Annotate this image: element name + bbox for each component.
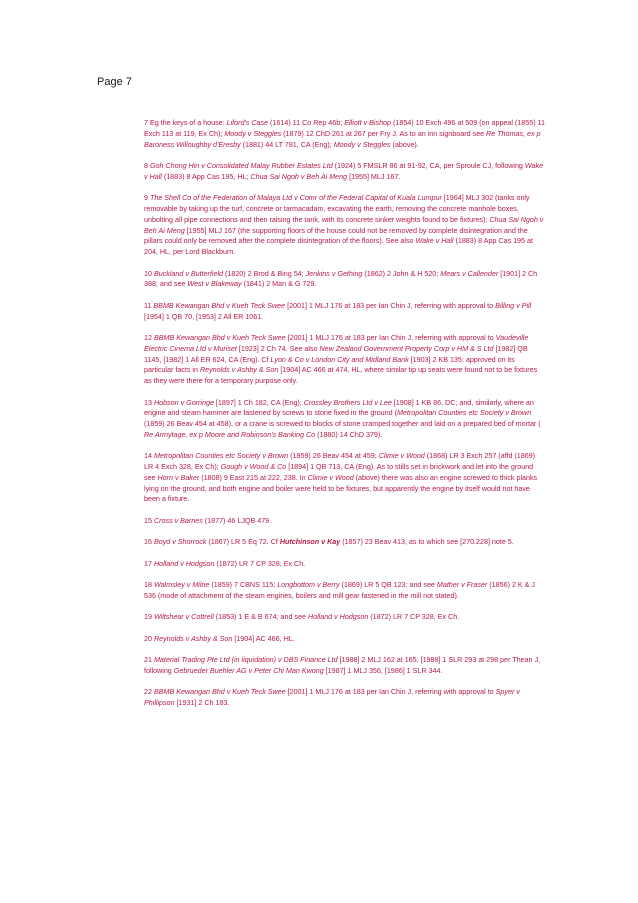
footnote-text: [1903] 2 KB 135; approved on its particular facts in	[144, 354, 515, 375]
footnote	[144, 301, 546, 323]
footnote	[144, 612, 546, 623]
footnote-text: [1908] 1 KB 86, DC; and, similarly, where an engine and steam hammer are fastened by screws to stone fixed in the ground (	[144, 397, 534, 418]
footnote-text: 8	[144, 160, 150, 170]
case-name-bold	[280, 537, 340, 546]
footnote-text: [1923] 2 Ch 74. See also	[236, 343, 320, 353]
footnote	[144, 634, 546, 645]
case-name: BBMB Kewangan Bhd v Kueh Teck Swee	[153, 332, 286, 342]
case-name: Moody v Steggles	[224, 128, 282, 138]
footnote-text: (1859) 7 CBNS 115;	[209, 580, 278, 590]
case-name: Moody v Steggles	[333, 139, 391, 149]
footnote-text: 21	[144, 655, 154, 664]
footnote-text: (1883) 8 App Cas 195 at 204, HL, per Lord Blackburn.	[144, 236, 533, 257]
footnote-text: (above).	[390, 139, 419, 149]
case-name: Jenkins v Gething	[305, 268, 363, 278]
footnote	[144, 516, 546, 527]
case-name: Wake v Hall	[144, 160, 544, 181]
footnote-text: (1859) 26 Beav 454 at 459;	[288, 451, 379, 461]
case-name: Reynolds v Ashby & Son	[153, 633, 233, 643]
footnote-text: (1808) 9 East 215 at 222, 238. In	[199, 472, 308, 482]
footnote-text: (1872) LR 7 CP 328, Ex Ch.	[214, 558, 306, 568]
case-name: Liford's Case	[226, 118, 269, 127]
case-name: Gough v Wood & Co	[220, 462, 287, 472]
footnote-text: (1877) 46 LJQB 479.	[202, 515, 272, 525]
footnote-text: [1904] AC 466, HL.	[232, 633, 295, 643]
footnote-text: 10	[144, 268, 154, 278]
footnote-text: (1879) 12 ChD 261 at 267 per Fry J. As to an inn signboard see	[281, 128, 487, 138]
footnote-text: 7 Eg the keys of a house:	[144, 118, 227, 127]
footnote	[144, 118, 546, 150]
footnote-text: [1894] 1 QB 713, CA (Eng). As to stills set in brickwork and let into the ground see	[144, 462, 534, 482]
case-name: New Zealand Government Property Corp v HM & S Ltd	[319, 343, 494, 353]
footnote-text: (1872) LR 7 CP 328, Ex Ch.	[368, 612, 460, 622]
footnote-text: (1881) 44 LT 781, CA (Eng);	[240, 139, 334, 149]
footnote-text: (above) there was also an engine screwed to thick planks lying on the ground, and both engine and boiler were held to be fixtures, but apparently the engine by itself would not have been a fixture.	[144, 472, 538, 504]
case-name: Climie v Wood	[307, 472, 354, 482]
footnote-text: (1820) 2 Brod & Bing 54;	[223, 268, 306, 278]
footnote	[144, 537, 546, 548]
case-name: Hutchinson v Kay	[279, 537, 341, 547]
case-name: Elliott v Bishop	[344, 118, 392, 127]
footnote-text: [1901] 2 Ch 388; and see	[144, 268, 538, 289]
footnote-text: 22	[144, 687, 154, 697]
footnote-text: 19	[144, 612, 154, 622]
footnote-text: (1859) 26 Beav 454 at 458), or a crane is screwed to blocks of stone cramped together and laid on a prepared bed of mortar (	[144, 419, 541, 429]
footnote-text: (1857) 23 Beav 413, as to which see [270.228] note 5.	[340, 537, 514, 547]
footnote-text: 14	[144, 451, 154, 461]
footnote-text: [1988] 2 MLJ 162 at 165, [1988] 1 SLR 293 at 298 per Thean J, following	[144, 655, 541, 675]
case-name: West v Blakeway	[187, 279, 242, 289]
case-name: Lyon & Co v London City and Midland Bank	[270, 354, 409, 364]
case-name: Walmsley v Milne	[153, 580, 210, 590]
case-name: Chua Sai Ngoh v Beh Ai Meng	[250, 171, 348, 181]
footnotes-list	[144, 118, 546, 719]
footnote-text: [1904] AC 466 at 474, HL, where similar tip up seats were found not to be fixtures as they were there for a temporary purpose only.	[144, 365, 538, 386]
footnote-text: (1924) 5 FMSLR 86 at 91-92, CA, per Sproule CJ, following	[332, 160, 525, 170]
footnote	[144, 398, 546, 441]
footnote-text: 16	[144, 537, 154, 547]
footnote-text: 15	[144, 515, 154, 525]
footnote	[144, 451, 546, 505]
case-name: Wiltshear v Cottrell	[153, 612, 214, 622]
footnote	[144, 559, 546, 570]
case-name: Mears v Callender	[440, 268, 499, 278]
case-name: Cross v Barnes	[153, 515, 203, 525]
footnote-text: [1964] MLJ 302 (tanks only removable by taking up the turf, concrete or tarmacadam, excavating the earth, removing the concrete manhole boxes, unbolting all pipe connections and then raising the tank, with its concrete sinker weights found to be fixtures);	[144, 193, 530, 224]
footnote-text: [1954] 1 QB 70, [1953] 2 All ER 1061.	[144, 311, 264, 321]
footnote-text: (1854) 10 Exch 496 at 509 (on appeal (1855) 11 Exch 113 at 119, Ex Ch);	[144, 118, 545, 138]
case-name: Buckland v Butterfield	[153, 268, 224, 278]
case-name: Spyer v Phillipson	[144, 687, 520, 707]
footnote-text: (1869) LR 5 QB 123; and see	[339, 580, 437, 590]
footnote-text: 13	[144, 397, 154, 407]
footnote-text: 18	[144, 580, 154, 590]
case-name: Re Thomas, ex p Baroness Willoughby d'Eresby	[144, 128, 541, 149]
footnote-text: [1955] MLJ 167.	[347, 171, 401, 181]
footnote-text: (1862) 2 John & H 520;	[362, 268, 441, 278]
case-name: Material Trading Pte Ltd (in liquidation) v DBS Finance Ltd	[153, 655, 338, 664]
footnote	[144, 687, 546, 709]
case-name: Reynolds v Ashby & Son	[199, 365, 279, 375]
footnote-text: [1897] 1 Ch 182, CA (Eng);	[213, 397, 304, 407]
case-name: Climie v Wood	[378, 451, 425, 461]
case-name: Gebrueder Buehler AG v Peter Chi Man Kwong	[173, 665, 324, 675]
case-name: Wake v Hall	[415, 236, 454, 246]
case-name: Chua Sai Ngoh v Beh Ai Meng	[144, 214, 544, 235]
footnote	[144, 655, 546, 677]
case-name: Crossley Brothers Ltd v Lee	[303, 397, 392, 407]
case-name: BBMB Kewangan Bhd v Kueh Teck Swee	[153, 300, 286, 310]
footnote-text: [1955] MLJ 167 (the supporting floors of the house could not be removed by complete disintegration and the pillars could only be removed after the complete disintegration of the floors). See also	[144, 225, 528, 246]
case-name: Metropolitan Counties etc Society v Brown	[153, 451, 289, 461]
footnote-text: [1987] 1 MLJ 356, [1986] 1 SLR 344.	[323, 665, 443, 675]
footnote-text: [2001] 1 MLJ 176 at 183 per Ian Chin J, referring with approval to	[285, 687, 496, 697]
case-name: BBMB Kewangan Bhd v Kueh Teck Swee	[153, 687, 286, 697]
case-name: Re Armytage, ex p Moore and Robinson's Banking Co	[144, 429, 316, 439]
case-name: Boyd v Shorrock	[153, 537, 207, 547]
footnote-text: [1982] QB 1145, [1982] 1 All ER 624, CA (Eng). Cf	[144, 343, 528, 364]
footnote-text: (1614) 11 Co Rep 46b;	[268, 118, 345, 127]
footnote	[144, 161, 546, 183]
case-name: Horn v Baker	[157, 472, 200, 482]
case-name: Goh Chong Hin v Consolidated Malay Rubber Estates Ltd	[149, 160, 333, 170]
footnote	[144, 333, 546, 387]
footnote-text: (1868) LR 3 Exch 257 (affd (1869) LR 4 Exch 328, Ex Ch);	[144, 451, 536, 472]
footnote-text: (1867) LR 5 Eq 72. Cf	[206, 537, 280, 547]
case-name: Holland v Hodgson	[153, 558, 215, 568]
footnote-text: (1841) 2 Man & G 729.	[241, 279, 317, 289]
footnote-text: (1883) 8 App Cas 195, HL;	[161, 171, 251, 181]
footnote-text: (1856) 2 K & J 536 (mode of attachment of the steam engines, boilers and mill gear fastened in the mill not stated).	[144, 580, 535, 600]
case-name: Billing v Pill	[495, 300, 532, 310]
footnote-text: 9	[144, 193, 150, 203]
footnote-text: 17	[144, 558, 154, 568]
page-label: Page 7	[97, 76, 132, 88]
case-name: Hobson v Gorringe	[153, 397, 214, 407]
footnote-text: 20	[144, 633, 154, 643]
footnote-text: [1931] 2 Ch 183.	[174, 697, 230, 707]
case-name: Mather v Fraser	[436, 580, 488, 590]
footnote	[144, 269, 546, 291]
footnote-text: 12	[144, 332, 154, 342]
footnote-text: (1853) 1 E & B 674; and see	[213, 612, 308, 622]
case-name: The Shell Co of the Federation of Malaya Ltd v Comr of the Federal Capital of Kuala Lumpur	[149, 193, 442, 203]
case-name: Vaudeville Electric Cinema Ltd v Muriset	[144, 332, 529, 353]
case-name: Longbottom v Berry	[277, 580, 340, 590]
footnote-text: 11	[144, 300, 154, 310]
case-name: Metropolitan Counties etc Society v Brown	[396, 408, 532, 418]
footnote-text: [2001] 1 MLJ 176 at 183 per Ian Chin J, referring with approval to	[285, 332, 496, 342]
footnote	[144, 193, 546, 258]
footnote-text: (1880) 14 ChD 379).	[315, 429, 383, 439]
footnote	[144, 580, 546, 602]
footnote-text: [2001] 1 MLJ 176 at 183 per Ian Chin J, referring with approval to	[285, 300, 496, 310]
case-name: Holland v Hodgson	[307, 612, 369, 622]
